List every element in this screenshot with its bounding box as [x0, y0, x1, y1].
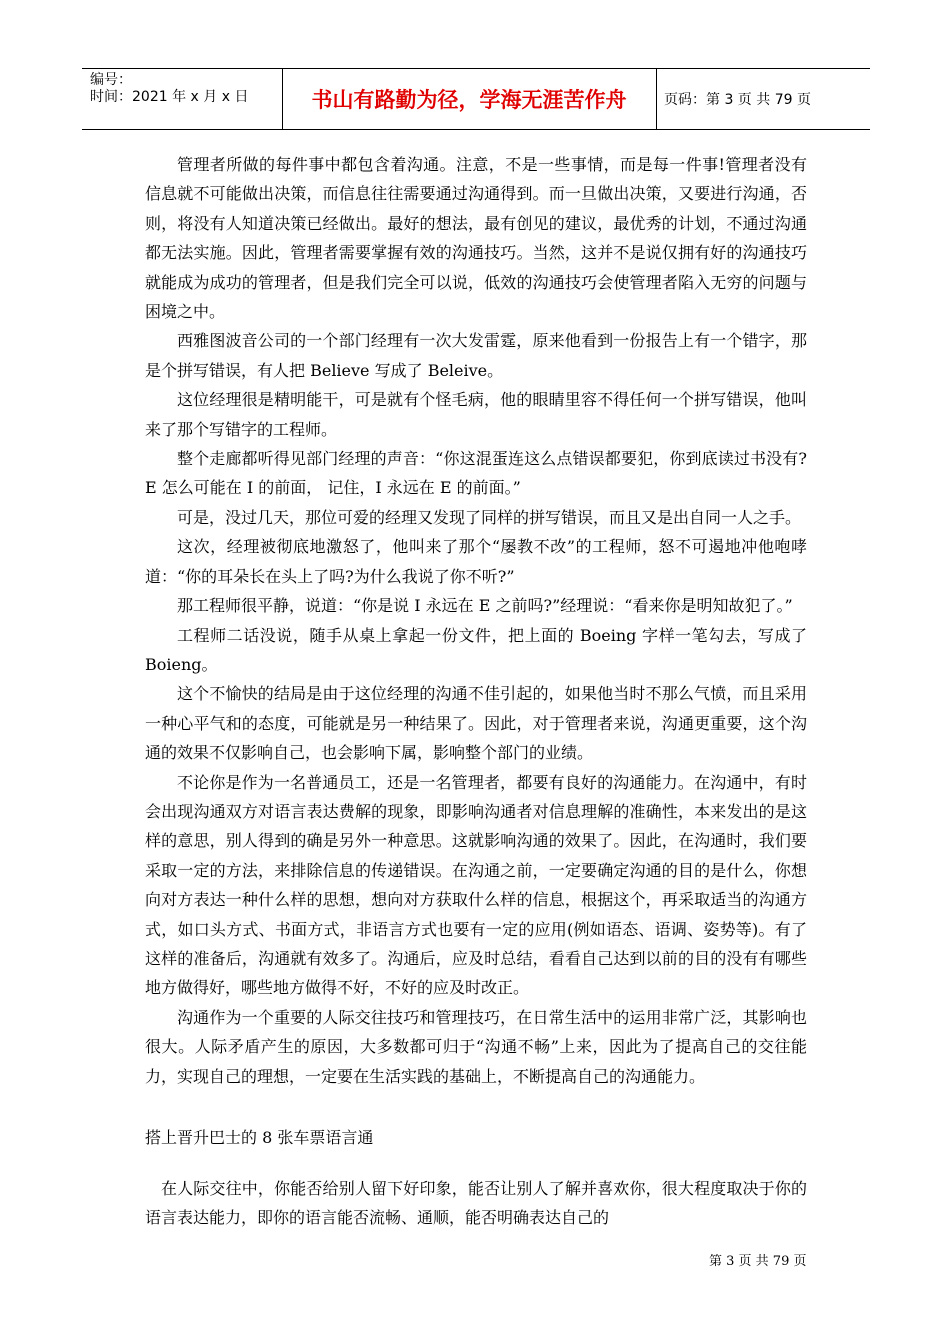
page-footer: 第 3 页 共 79 页	[709, 1254, 807, 1269]
article-body	[145, 150, 807, 1091]
header-motto: 书山有路勤为径，学海无涯苦作舟	[282, 69, 657, 129]
document-number-label: 编号：	[90, 72, 132, 88]
document-date: 时间：2021 年 x 月 x 日	[90, 89, 249, 105]
paragraph: 西雅图波音公司的一个部门经理有一次大发雷霆，原来他看到一份报告上有一个错字，那是个拼写错误，有人把 Believe 写成了 Beleive。	[145, 331, 807, 380]
page-header	[82, 68, 870, 130]
paragraph: 不论你是作为一名普通员工，还是一名管理者，都要有良好的沟通能力。在沟通中，有时会出现沟通双方对语言表达费解的现象，即影响沟通者对信息理解的准确性，本来发出的是这样的意思，别人得到的确是另外一种意思。这就影响沟通的效果了。因此，在沟通时，我们要采取一定的方法，来排除信息的传递错误。在沟通之前，一定要确定沟通的目的是什么，你想向对方表达一种什么样的思想，想向对方获取什么样的信息，根据这个，再采取适当的沟通方式，如口头方式、书面方式，非语言方式也要有一定的应用(例如语态、语调、姿势等)。有了这样的准备后，沟通就有效多了。沟通后，应及时总结，看看自己达到以前的目的没有有哪些地方做得好，哪些地方做得不好，不好的应及时改正。	[145, 772, 807, 998]
paragraph: 整个走廊都听得见部门经理的声音：“你这混蛋连这么点错误都要犯，你到底读过书没有?E 怎么可能在 I 的前面， 记住，I 永远在 E 的前面。”	[145, 449, 807, 498]
paragraph: 这个不愉快的结局是由于这位经理的沟通不佳引起的，如果他当时不那么气愤，而且采用一种心平气和的态度，可能就是另一种结果了。因此，对于管理者来说，沟通更重要，这个沟通的效果不仅影响自己，也会影响下属，影响整个部门的业绩。	[145, 684, 807, 763]
header-meta	[82, 69, 283, 129]
paragraph: 管理者所做的每件事中都包含着沟通。注意，不是一些事情，而是每一件事!管理者没有信息就不可能做出决策，而信息往往需要通过沟通得到。而一旦做出决策，又要进行沟通，否则，将没有人知道决策已经做出。最好的想法，最有创见的建议，最优秀的计划，不通过沟通都无法实施。因此，管理者需要掌握有效的沟通技巧。当然，这并不是说仅拥有好的沟通技巧就能成为成功的管理者，但是我们完全可以说，低效的沟通技巧会使管理者陷入无穷的问题与困境之中。	[145, 155, 807, 322]
section-paragraph: 在人际交往中，你能否给别人留下好印象，能否让别人了解并喜欢你，很大程度取决于你的语言表达能力，即你的语言能否流畅、通顺，能否明确表达自己的	[145, 1179, 807, 1227]
section-title: 搭上晋升巴士的 8 张车票语言通	[145, 1128, 374, 1147]
header-page-code: 页码：第 3 页 共 79 页	[664, 92, 811, 108]
paragraph: 工程师二话没说，随手从桌上拿起一份文件，把上面的 Boeing 字样一笔勾去，写成了 Boieng。	[145, 625, 807, 674]
paragraph: 沟通作为一个重要的人际交往技巧和管理技巧，在日常生活中的运用非常广泛，其影响也很大。人际矛盾产生的原因，大多数都可归于“沟通不畅”上来，因此为了提高自己的交往能力，实现自己的理想，一定要在生活实践的基础上，不断提高自己的沟通能力。	[145, 1007, 807, 1086]
paragraph: 可是，没过几天，那位可爱的经理又发现了同样的拼写错误，而且又是出自同一人之手。	[177, 507, 802, 527]
paragraph: 这位经理很是精明能干，可是就有个怪毛病，他的眼睛里容不得任何一个拼写错误，他叫来了那个写错字的工程师。	[145, 390, 807, 439]
paragraph: 这次，经理被彻底地激怒了，他叫来了那个“屡教不改”的工程师，怒不可遏地冲他咆哮道：“你的耳朵长在头上了吗?为什么我说了你不听?”	[145, 537, 807, 586]
paragraph: 那工程师很平静，说道：“你是说 I 永远在 E 之前吗?”经理说：“看来你是明知故犯了。”	[177, 596, 793, 616]
